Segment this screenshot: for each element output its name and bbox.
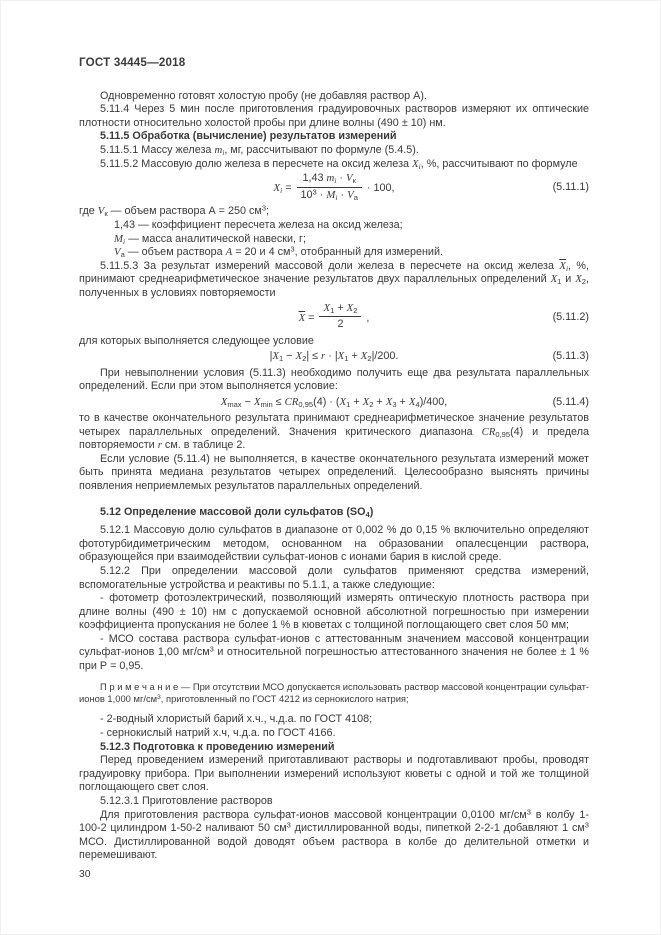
text-run: см. в таблице 2. [161, 439, 246, 452]
text-run: )/400, [419, 395, 448, 408]
text-run: 1 [344, 354, 349, 364]
text-run: CR [284, 395, 299, 408]
text-run: $\overline{X}$ [559, 259, 566, 272]
text-run: V [114, 246, 121, 259]
text-run: а [120, 250, 125, 259]
text-run: 2 [353, 305, 358, 315]
text-run: CR [481, 425, 496, 438]
text-run: , мг, рассчитывают по формуле (5.4.5). [224, 143, 419, 156]
text-run: - фотометр фотоэлектрический, позволяющий измерять оптическую плотность раствора при длине волны (490 ± 10) нм с допускаемой основной абсолютной погрешностью при измерении коэффициента пропускания не более 1 % в кюветах с толщиной поглощающего свет слоя 50 мм; [79, 592, 589, 632]
text-run: 3 [261, 203, 267, 213]
text-run: (4) и предела повторяемости [79, 425, 589, 452]
subsection-heading [79, 130, 589, 144]
text-run: X [273, 182, 281, 195]
text-run: — объем раствора А = 250 см [107, 205, 262, 218]
text-run: A [225, 246, 233, 259]
formula-legend-line [79, 205, 589, 219]
text-run: = [282, 182, 295, 195]
equation-number: (5.11.3) [552, 350, 589, 363]
paragraph [79, 367, 589, 394]
formula-row [79, 396, 589, 410]
text-run: При невыполнении условия (5.11.3) необходимо получить еще два результата параллельных определений. Если при этом выполняется условие: [79, 366, 589, 393]
paragraph [79, 713, 589, 727]
text-run: а [353, 192, 358, 202]
text-run: $\overline{X}$ [298, 311, 306, 324]
text-run: |/200. [371, 350, 399, 363]
text-run: , %, рассчитывают по формуле [420, 157, 578, 170]
text-run: 0,95 [298, 399, 314, 409]
text-run: max [227, 399, 242, 409]
paragraph [79, 633, 589, 674]
text-run: X [575, 273, 582, 286]
text-run: 5.11.5.2 Массовую долю железа в пересчете на оксид железа [100, 157, 413, 170]
text-run: - сернокислый натрий х.ч, ч.д.а. по ГОСТ 4166. [100, 727, 336, 740]
text-run: 3 [209, 645, 214, 655]
paragraph [79, 453, 589, 494]
text-run: ) [369, 505, 374, 518]
text-run: r [157, 439, 162, 452]
text-run: 1 [330, 305, 335, 315]
text-run: X [346, 301, 354, 314]
text-run: к [352, 176, 356, 186]
text-run: r [321, 350, 326, 363]
text-run: · 100, [363, 182, 395, 195]
text-run: M [114, 232, 123, 245]
text-run: — масса аналитической навески, г; [125, 232, 306, 245]
text-run: · [336, 172, 347, 185]
text-run: · [316, 188, 327, 201]
text-run: 3 [312, 187, 317, 197]
paragraph [79, 754, 589, 795]
paragraph [79, 592, 589, 633]
text-run: X [253, 395, 261, 408]
text-run: (4) · ( [313, 395, 340, 408]
text-run: , %, принимают среднеарифметическое значение результатов двух параллельных определений [79, 259, 589, 286]
paragraph [79, 335, 589, 349]
paragraph [79, 103, 589, 130]
text-run: - МСО состава раствора сульфат-ионов с аттестованным значением массовой концентрации сульфат-ионов 1,00 мг/см [79, 632, 589, 659]
text-run: + [334, 301, 347, 314]
equation-number: (5.11.2) [552, 310, 589, 323]
text-run: и [561, 273, 576, 286]
paragraph [79, 524, 589, 565]
formula-row [79, 350, 589, 364]
fraction [319, 302, 361, 332]
text-run: 5.12.3 Подготовка к проведению измерений [100, 740, 335, 753]
text-run: X [360, 350, 368, 363]
text-run: Если условие (5.11.4) не выполняется, в качестве окончательного результата измерений может быть принята медиана результатов четырех определений. Целесообразно выяснять причины появления неприемлемых результатов параллельных определений. [79, 452, 589, 492]
text-run: V [347, 188, 354, 201]
text-run: i [418, 161, 421, 171]
text-run: 10 [300, 188, 313, 201]
text-run: ≤ [272, 395, 285, 408]
text-run: | [269, 350, 273, 363]
text-run: 2 [302, 354, 307, 364]
text-run: − [283, 350, 296, 363]
fraction-denominator [297, 188, 362, 203]
text-run: X [339, 395, 347, 408]
paragraph [79, 90, 589, 104]
paragraph [79, 260, 589, 301]
paragraph [79, 565, 589, 592]
text-run: 1 [346, 399, 351, 409]
paragraph [79, 727, 589, 741]
paragraph [79, 412, 589, 453]
text-run: V [97, 205, 105, 218]
text-run: = [305, 311, 318, 324]
equation [299, 303, 370, 333]
text-run: X [272, 350, 279, 363]
text-run: Для приготовления раствора сульфат-ионов массовой концентрации 0,0100 мг/см [100, 808, 527, 821]
text-run: 5.12.3.1 Приготовление растворов [100, 795, 273, 808]
text-run: + [348, 350, 361, 363]
fraction-numerator [297, 172, 362, 188]
page-number: 30 [79, 869, 91, 880]
text-run: 2 [367, 354, 372, 364]
text-run: 3 [392, 399, 397, 409]
text-run: , приготовленный по ГОСТ 4212 из сернокислого натрия; [160, 692, 409, 704]
text-run: m [326, 172, 335, 185]
text-run: П р и м е ч а н и е — При отсутствии МСО допускается использовать раствор массовой концентрации сульфат-ионов 1,000 мг/см [79, 680, 589, 704]
text-run: Одновременно готовят холостую пробу (не добавляя раствор А). [100, 89, 427, 102]
text-run: i [123, 236, 126, 246]
text-run: , [363, 311, 370, 324]
text-run: 3 [286, 820, 291, 830]
text-run: где [79, 205, 98, 218]
equation [221, 396, 448, 410]
paragraph [79, 144, 589, 158]
text-run: то в качестве окончательного результата принимают среднеарифметическое значение результатов четырех параллельных определений. Значения критического диапазона [79, 411, 589, 438]
text-run: МСО. Дистиллированной водой доводят объем раствора в колбе до делительной отметки и перемешивают. [79, 835, 589, 862]
text-run: 5.12.2 При определении массовой доли сульфатов применяют средства измерений, вспомогательные устройства и реактивы по 5.1.1, а также следующие: [79, 564, 589, 591]
document-header: ГОСТ 34445—2018 [79, 56, 186, 69]
text-run: + [350, 395, 363, 408]
formula-legend-line [79, 246, 589, 260]
text-run: к [104, 209, 108, 219]
text-run: 5.11.4 Через 5 мин после приготовления градуировочных растворов измеряют их оптические плотности относительно холостой пробы при длине волны (490 ± 10) нм. [79, 103, 589, 129]
text-run: X [385, 395, 393, 408]
text-run: 3 [290, 244, 295, 254]
paragraph [79, 795, 589, 809]
text-run: min [260, 399, 273, 409]
text-run: 5.11.5 Обработка (вычисление) результатов измерений [100, 130, 397, 143]
text-run: 1 [557, 277, 562, 287]
text-run: i [565, 263, 569, 273]
formula-row [79, 173, 589, 203]
formula-row [79, 303, 589, 333]
fraction-denominator [319, 317, 361, 332]
text-run: 1,43 [302, 172, 327, 185]
text-run: , отобранный для измерений. [294, 246, 443, 259]
text-run: | ≤ [306, 350, 322, 363]
text-run: 2 [581, 277, 586, 287]
text-run: X [408, 395, 416, 408]
formula-legend-line [79, 219, 589, 233]
paragraph [79, 158, 589, 172]
text-run: ; [266, 205, 270, 218]
text-run: − [241, 395, 254, 408]
fraction-numerator [319, 302, 361, 318]
text-run: 2 [337, 318, 344, 331]
subsection-heading [79, 741, 589, 755]
text-run: 2 [369, 399, 374, 409]
equation-number: (5.11.4) [552, 396, 589, 409]
text-run: 5.11.5.1 Массу железа [100, 143, 215, 156]
text-run: i [334, 176, 337, 186]
text-run: + [373, 395, 386, 408]
section-heading [79, 506, 589, 520]
text-run: i [335, 192, 338, 202]
equation [270, 350, 399, 364]
text-run: X [412, 157, 419, 170]
text-run: 4 [415, 399, 420, 409]
text-run: i [222, 147, 225, 157]
note-paragraph [79, 681, 589, 705]
text-run: Перед проведением измерений приготавливают растворы и подготавливают пробы, проводят градуировку прибора. При выполнении измерений используют кюветы с одной и той же толщиной поглощающего свет слоя. [79, 754, 589, 794]
text-run: X [550, 273, 558, 286]
text-run: 5.12 Определение массовой доли сульфатов (SO [100, 505, 366, 518]
equation [274, 173, 395, 203]
equation-number: (5.11.1) [552, 181, 589, 194]
text-run: 1 [278, 354, 284, 364]
text-run: 3 [157, 693, 161, 701]
text-run: · | [325, 350, 338, 363]
text-run: X [362, 395, 370, 408]
text-run: 5.12.1 Массовую долю сульфатов в диапазоне от 0,002 % до 0,15 % включительно определяют фототурбидиметрическим методом, основанном на образовании опалесценции раствора, образующейся при взаимодействии сульфат-ионов с ионами бария в кислой среде. [79, 524, 589, 564]
text-run: — объем раствора [124, 246, 226, 259]
text-run: M [326, 188, 336, 201]
text-run: в колбу 1-100-2 цилиндром 1-50-2 наливают 50 см [79, 808, 589, 835]
text-run: 3 [526, 807, 531, 817]
text-run: , полученных в условиях повторяемости [79, 273, 589, 299]
fraction [297, 172, 362, 202]
text-run: X [337, 350, 345, 363]
text-run: 1,43 — коэффициент пересчета железа на оксид железа; [114, 218, 403, 231]
text-run: V [346, 172, 353, 185]
paragraph [79, 809, 589, 863]
text-run: 4 [365, 509, 370, 519]
text-run: - 2-водный хлористый барий х.ч., ч.д.а. по ГОСТ 4108; [100, 713, 373, 726]
text-run: 0,95 [495, 429, 511, 439]
text-run: + [396, 395, 409, 408]
document-content [79, 90, 589, 863]
text-run: дистиллированной воды, пипеткой 2-2-1 добавляют 1 см [290, 822, 585, 835]
formula-legend-line [79, 233, 589, 247]
text-run: 5.11.5.3 За результат измерений массовой доли железа в пересчете на оксид железа [100, 259, 560, 272]
text-run: m [214, 143, 223, 156]
text-run: = 20 и 4 см [232, 246, 291, 259]
text-run: i [280, 185, 283, 195]
text-run: X [323, 301, 331, 314]
text-run: и относительной погрешностью аттестованного значения не более ± 1 % при Р = 0,95. [79, 646, 589, 673]
text-run: X [220, 395, 228, 408]
text-run: для которых выполняется следующее условие [79, 334, 314, 347]
text-run: 3 [584, 820, 589, 830]
text-run: X [295, 350, 303, 363]
text-run: · [337, 188, 348, 201]
